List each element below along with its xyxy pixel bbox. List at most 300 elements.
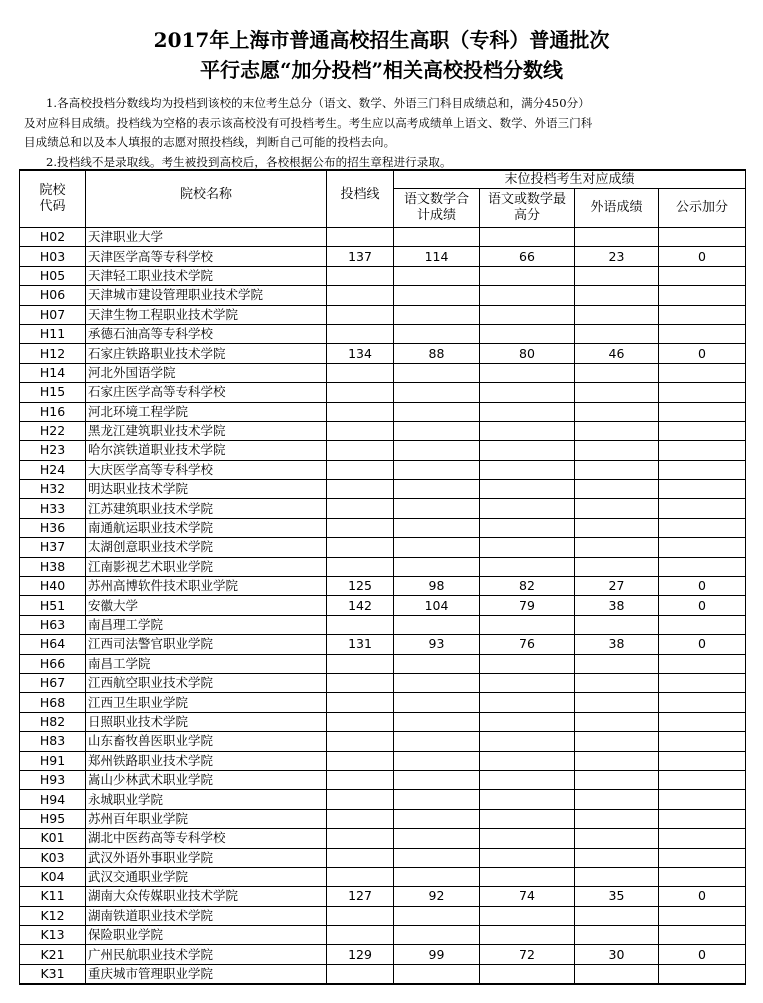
chinese-or-math-max-cell [480, 673, 575, 692]
school-code-cell: H91 [20, 751, 86, 770]
school-name-cell: 天津城市建设管理职业技术学院 [86, 286, 327, 305]
chinese-or-math-max-cell [480, 809, 575, 828]
chinese-math-total-cell [394, 964, 480, 984]
school-code-cell: H36 [20, 518, 86, 537]
school-name-cell: 嵩山少林武术职业学院 [86, 770, 327, 789]
chinese-or-math-max-cell [480, 693, 575, 712]
chinese-or-math-max-cell [480, 829, 575, 848]
school-code-cell: H66 [20, 654, 86, 673]
school-code-cell: H33 [20, 499, 86, 518]
school-name-cell: 广州民航职业技术学院 [86, 945, 327, 964]
school-name-cell: 太湖创意职业技术学院 [86, 538, 327, 557]
school-code-cell: H03 [20, 247, 86, 266]
cutoff-line-cell [327, 732, 394, 751]
foreign-language-cell [575, 363, 659, 382]
chinese-math-total-cell [394, 829, 480, 848]
school-code-cell: H02 [20, 228, 86, 247]
chinese-or-math-max-cell [480, 441, 575, 460]
school-code-cell: H94 [20, 790, 86, 809]
school-name-cell: 大庆医学高等专科学校 [86, 460, 327, 479]
foreign-language-cell [575, 732, 659, 751]
foreign-language-cell [575, 848, 659, 867]
school-code-cell: K03 [20, 848, 86, 867]
chinese-or-math-max-cell [480, 499, 575, 518]
cutoff-line-cell [327, 538, 394, 557]
cutoff-line-cell [327, 228, 394, 247]
public-bonus-cell [659, 673, 746, 692]
public-bonus-cell [659, 557, 746, 576]
chinese-math-total-cell [394, 557, 480, 576]
cutoff-line-cell [327, 712, 394, 731]
chinese-or-math-max-cell [480, 324, 575, 343]
chinese-or-math-max-cell [480, 615, 575, 634]
table-row [20, 538, 746, 557]
table-row [20, 402, 746, 421]
school-name-cell: 日照职业技术学院 [86, 712, 327, 731]
chinese-math-total-cell [394, 906, 480, 925]
cutoff-line-cell: 137 [327, 247, 394, 266]
school-code-cell: H83 [20, 732, 86, 751]
foreign-language-cell [575, 751, 659, 770]
header-chinese-math-total: 语文数学合计成绩 [394, 189, 480, 228]
table-row [20, 848, 746, 867]
foreign-language-cell: 46 [575, 344, 659, 363]
cutoff-line-cell [327, 829, 394, 848]
school-code-cell: H15 [20, 383, 86, 402]
chinese-or-math-max-cell [480, 751, 575, 770]
school-code-cell: K01 [20, 829, 86, 848]
chinese-math-total-cell [394, 732, 480, 751]
foreign-language-cell [575, 906, 659, 925]
chinese-math-total-cell [394, 383, 480, 402]
chinese-math-total-cell: 98 [394, 577, 480, 596]
chinese-math-total-cell [394, 266, 480, 285]
school-name-cell: 石家庄铁路职业技术学院 [86, 344, 327, 363]
school-name-cell: 武汉交通职业学院 [86, 867, 327, 886]
foreign-language-cell: 35 [575, 887, 659, 906]
table-row [20, 557, 746, 576]
school-code-cell: H95 [20, 809, 86, 828]
table-row [20, 945, 746, 964]
public-bonus-cell [659, 712, 746, 731]
school-name-cell: 山东畜牧兽医职业学院 [86, 732, 327, 751]
note-line: 1.各高校投档分数线均为投档到该校的末位考生总分（语文、数学、外语三门科目成绩总和，满分450分） [46, 96, 590, 110]
cutoff-line-cell [327, 421, 394, 440]
foreign-language-cell [575, 964, 659, 984]
foreign-language-cell [575, 790, 659, 809]
foreign-language-cell: 27 [575, 577, 659, 596]
school-name-cell: 苏州高博软件技术职业学院 [86, 577, 327, 596]
chinese-math-total-cell [394, 460, 480, 479]
school-name-cell: 永城职业学院 [86, 790, 327, 809]
school-code-cell: H40 [20, 577, 86, 596]
foreign-language-cell [575, 421, 659, 440]
foreign-language-cell [575, 654, 659, 673]
foreign-language-cell [575, 441, 659, 460]
table-row [20, 480, 746, 499]
public-bonus-cell [659, 363, 746, 382]
chinese-or-math-max-cell [480, 732, 575, 751]
public-bonus-cell [659, 266, 746, 285]
school-code-cell: H14 [20, 363, 86, 382]
table-row [20, 266, 746, 285]
cutoff-line-cell [327, 770, 394, 789]
cutoff-line-cell [327, 402, 394, 421]
table-row [20, 577, 746, 596]
header-cutoff-line: 投档线 [327, 170, 394, 228]
chinese-or-math-max-cell [480, 383, 575, 402]
chinese-or-math-max-cell [480, 538, 575, 557]
table-row [20, 247, 746, 266]
chinese-math-total-cell [394, 228, 480, 247]
foreign-language-cell [575, 770, 659, 789]
cutoff-line-cell [327, 906, 394, 925]
chinese-math-total-cell [394, 538, 480, 557]
foreign-language-cell [575, 557, 659, 576]
foreign-language-cell: 23 [575, 247, 659, 266]
chinese-or-math-max-cell [480, 266, 575, 285]
public-bonus-cell [659, 964, 746, 984]
public-bonus-cell [659, 867, 746, 886]
public-bonus-cell [659, 926, 746, 945]
school-code-cell: H67 [20, 673, 86, 692]
chinese-or-math-max-cell [480, 363, 575, 382]
document-title-line-1: 2017年上海市普通高校招生高职（专科）普通批次 [153, 28, 610, 52]
chinese-or-math-max-cell [480, 421, 575, 440]
cutoff-line-cell [327, 693, 394, 712]
foreign-language-cell [575, 499, 659, 518]
public-bonus-cell [659, 732, 746, 751]
cutoff-line-cell [327, 266, 394, 285]
table-row [20, 809, 746, 828]
cutoff-line-cell [327, 363, 394, 382]
note-line: 目成绩总和以及本人填报的志愿对照投档线，判断自己可能的投档去向。 [24, 135, 396, 149]
foreign-language-cell [575, 615, 659, 634]
school-name-cell: 天津医学高等专科学校 [86, 247, 327, 266]
chinese-math-total-cell [394, 809, 480, 828]
cutoff-line-cell [327, 324, 394, 343]
school-code-cell: H06 [20, 286, 86, 305]
table-row [20, 887, 746, 906]
school-name-cell: 郑州铁路职业技术学院 [86, 751, 327, 770]
foreign-language-cell: 30 [575, 945, 659, 964]
school-name-cell: 天津轻工职业技术学院 [86, 266, 327, 285]
chinese-math-total-cell [394, 790, 480, 809]
foreign-language-cell [575, 460, 659, 479]
foreign-language-cell [575, 402, 659, 421]
school-code-cell: K12 [20, 906, 86, 925]
cutoff-line-cell: 125 [327, 577, 394, 596]
school-name-cell: 湖北中医药高等专科学校 [86, 829, 327, 848]
school-code-cell: H82 [20, 712, 86, 731]
chinese-math-total-cell [394, 441, 480, 460]
chinese-or-math-max-cell [480, 402, 575, 421]
public-bonus-cell [659, 615, 746, 634]
school-name-cell: 湖南大众传媒职业技术学院 [86, 887, 327, 906]
chinese-or-math-max-cell: 79 [480, 596, 575, 615]
table-row [20, 751, 746, 770]
school-name-cell: 天津职业大学 [86, 228, 327, 247]
chinese-or-math-max-cell: 76 [480, 635, 575, 654]
school-name-cell: 苏州百年职业学院 [86, 809, 327, 828]
cutoff-line-cell [327, 867, 394, 886]
cutoff-line-cell: 129 [327, 945, 394, 964]
chinese-math-total-cell [394, 305, 480, 324]
table-row [20, 867, 746, 886]
chinese-or-math-max-cell: 72 [480, 945, 575, 964]
public-bonus-cell [659, 402, 746, 421]
school-code-cell: H07 [20, 305, 86, 324]
table-row [20, 324, 746, 343]
header-last-student-scores: 末位投档考生对应成绩 [394, 170, 746, 189]
foreign-language-cell [575, 518, 659, 537]
foreign-language-cell [575, 228, 659, 247]
public-bonus-cell: 0 [659, 945, 746, 964]
table-row [20, 790, 746, 809]
school-code-cell: K11 [20, 887, 86, 906]
school-name-cell: 哈尔滨铁道职业技术学院 [86, 441, 327, 460]
school-name-cell: 承德石油高等专科学校 [86, 324, 327, 343]
cutoff-line-cell [327, 286, 394, 305]
table-row [20, 770, 746, 789]
school-name-cell: 安徽大学 [86, 596, 327, 615]
school-code-cell: H37 [20, 538, 86, 557]
foreign-language-cell: 38 [575, 596, 659, 615]
table-row [20, 964, 746, 984]
table-row [20, 596, 746, 615]
table-row [20, 305, 746, 324]
foreign-language-cell [575, 712, 659, 731]
chinese-math-total-cell [394, 421, 480, 440]
school-code-cell: H64 [20, 635, 86, 654]
chinese-or-math-max-cell [480, 518, 575, 537]
chinese-math-total-cell [394, 499, 480, 518]
public-bonus-cell [659, 460, 746, 479]
school-name-cell: 河北外国语学院 [86, 363, 327, 382]
chinese-or-math-max-cell [480, 305, 575, 324]
chinese-math-total-cell [394, 673, 480, 692]
table-row [20, 460, 746, 479]
cutoff-line-cell [327, 964, 394, 984]
cutoff-line-cell [327, 751, 394, 770]
school-code-cell: K04 [20, 867, 86, 886]
chinese-or-math-max-cell [480, 867, 575, 886]
cutoff-line-cell [327, 460, 394, 479]
chinese-or-math-max-cell: 66 [480, 247, 575, 266]
school-code-cell: H05 [20, 266, 86, 285]
chinese-math-total-cell: 92 [394, 887, 480, 906]
header-public-bonus: 公示加分 [659, 189, 746, 228]
chinese-math-total-cell [394, 693, 480, 712]
school-code-cell: H11 [20, 324, 86, 343]
cutoff-line-cell [327, 383, 394, 402]
table-row [20, 673, 746, 692]
table-body [20, 228, 746, 985]
school-name-cell: 南昌工学院 [86, 654, 327, 673]
score-table [19, 169, 746, 985]
school-code-cell: K21 [20, 945, 86, 964]
public-bonus-cell [659, 809, 746, 828]
table-row [20, 906, 746, 925]
cutoff-line-cell [327, 499, 394, 518]
chinese-or-math-max-cell [480, 460, 575, 479]
table-row [20, 499, 746, 518]
public-bonus-cell [659, 421, 746, 440]
cutoff-line-cell [327, 654, 394, 673]
public-bonus-cell [659, 790, 746, 809]
header-foreign-language: 外语成绩 [575, 189, 659, 228]
foreign-language-cell [575, 286, 659, 305]
table-row [20, 615, 746, 634]
school-code-cell: H68 [20, 693, 86, 712]
chinese-math-total-cell: 104 [394, 596, 480, 615]
school-name-cell: 湖南铁道职业技术学院 [86, 906, 327, 925]
public-bonus-cell: 0 [659, 247, 746, 266]
foreign-language-cell [575, 867, 659, 886]
chinese-math-total-cell: 114 [394, 247, 480, 266]
school-name-cell: 明达职业技术学院 [86, 480, 327, 499]
chinese-or-math-max-cell [480, 926, 575, 945]
public-bonus-cell [659, 441, 746, 460]
header-school-name: 院校名称 [86, 170, 327, 228]
school-name-cell: 保险职业学院 [86, 926, 327, 945]
public-bonus-cell [659, 693, 746, 712]
foreign-language-cell [575, 693, 659, 712]
school-code-cell: H63 [20, 615, 86, 634]
foreign-language-cell [575, 383, 659, 402]
cutoff-line-cell [327, 790, 394, 809]
public-bonus-cell: 0 [659, 635, 746, 654]
chinese-or-math-max-cell [480, 848, 575, 867]
chinese-math-total-cell [394, 926, 480, 945]
chinese-or-math-max-cell: 82 [480, 577, 575, 596]
school-code-cell: H16 [20, 402, 86, 421]
chinese-math-total-cell [394, 615, 480, 634]
table-row [20, 926, 746, 945]
chinese-or-math-max-cell: 74 [480, 887, 575, 906]
public-bonus-cell [659, 499, 746, 518]
table-row [20, 829, 746, 848]
table-row [20, 286, 746, 305]
chinese-math-total-cell [394, 518, 480, 537]
cutoff-line-cell: 142 [327, 596, 394, 615]
chinese-math-total-cell: 99 [394, 945, 480, 964]
cutoff-line-cell [327, 305, 394, 324]
school-code-cell: H23 [20, 441, 86, 460]
public-bonus-cell [659, 518, 746, 537]
header-school-code: 院校代码 [20, 170, 86, 228]
chinese-or-math-max-cell [480, 906, 575, 925]
foreign-language-cell: 38 [575, 635, 659, 654]
school-name-cell: 石家庄医学高等专科学校 [86, 383, 327, 402]
school-name-cell: 江苏建筑职业技术学院 [86, 499, 327, 518]
public-bonus-cell: 0 [659, 344, 746, 363]
school-code-cell: H22 [20, 421, 86, 440]
cutoff-line-cell [327, 480, 394, 499]
chinese-or-math-max-cell [480, 557, 575, 576]
cutoff-line-cell [327, 848, 394, 867]
chinese-math-total-cell: 93 [394, 635, 480, 654]
table-row [20, 712, 746, 731]
school-name-cell: 江南影视艺术职业学院 [86, 557, 327, 576]
chinese-math-total-cell [394, 286, 480, 305]
chinese-math-total-cell [394, 363, 480, 382]
table-row [20, 635, 746, 654]
cutoff-line-cell: 134 [327, 344, 394, 363]
foreign-language-cell [575, 305, 659, 324]
public-bonus-cell [659, 538, 746, 557]
table-row [20, 228, 746, 247]
chinese-or-math-max-cell: 80 [480, 344, 575, 363]
chinese-or-math-max-cell [480, 480, 575, 499]
public-bonus-cell: 0 [659, 577, 746, 596]
public-bonus-cell [659, 654, 746, 673]
public-bonus-cell [659, 751, 746, 770]
foreign-language-cell [575, 926, 659, 945]
school-name-cell: 黑龙江建筑职业技术学院 [86, 421, 327, 440]
chinese-math-total-cell: 88 [394, 344, 480, 363]
school-name-cell: 江西司法警官职业学院 [86, 635, 327, 654]
school-name-cell: 重庆城市管理职业学院 [86, 964, 327, 984]
chinese-math-total-cell [394, 712, 480, 731]
cutoff-line-cell [327, 441, 394, 460]
foreign-language-cell [575, 266, 659, 285]
table-row [20, 654, 746, 673]
notes-block [24, 94, 752, 172]
document-title-line-2: 平行志愿“加分投档”相关高校投档分数线 [199, 58, 563, 82]
cutoff-line-cell: 131 [327, 635, 394, 654]
cutoff-line-cell [327, 673, 394, 692]
school-code-cell: K13 [20, 926, 86, 945]
public-bonus-cell [659, 829, 746, 848]
chinese-or-math-max-cell [480, 790, 575, 809]
foreign-language-cell [575, 829, 659, 848]
table-row [20, 363, 746, 382]
school-name-cell: 南昌理工学院 [86, 615, 327, 634]
public-bonus-cell [659, 383, 746, 402]
chinese-or-math-max-cell [480, 228, 575, 247]
header-chinese-or-math-max: 语文或数学最高分 [480, 189, 575, 228]
table-row [20, 344, 746, 363]
cutoff-line-cell [327, 557, 394, 576]
chinese-math-total-cell [394, 402, 480, 421]
foreign-language-cell [575, 809, 659, 828]
cutoff-line-cell [327, 615, 394, 634]
school-name-cell: 武汉外语外事职业学院 [86, 848, 327, 867]
public-bonus-cell [659, 906, 746, 925]
public-bonus-cell [659, 770, 746, 789]
chinese-math-total-cell [394, 751, 480, 770]
public-bonus-cell [659, 324, 746, 343]
chinese-or-math-max-cell [480, 712, 575, 731]
public-bonus-cell [659, 228, 746, 247]
public-bonus-cell [659, 848, 746, 867]
foreign-language-cell [575, 673, 659, 692]
foreign-language-cell [575, 480, 659, 499]
public-bonus-cell [659, 480, 746, 499]
chinese-math-total-cell [394, 324, 480, 343]
chinese-math-total-cell [394, 770, 480, 789]
table-row [20, 441, 746, 460]
foreign-language-cell [575, 324, 659, 343]
chinese-or-math-max-cell [480, 770, 575, 789]
table-row [20, 518, 746, 537]
public-bonus-cell: 0 [659, 596, 746, 615]
cutoff-line-cell: 127 [327, 887, 394, 906]
table-row [20, 732, 746, 751]
table-row [20, 383, 746, 402]
chinese-or-math-max-cell [480, 654, 575, 673]
